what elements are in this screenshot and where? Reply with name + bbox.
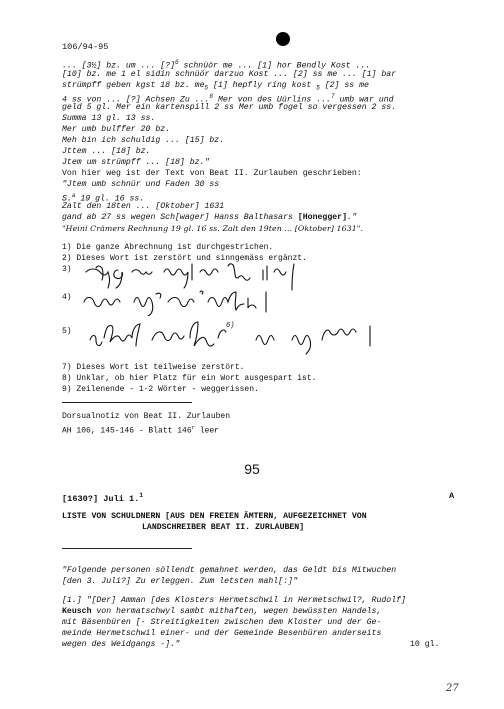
archive-reference: 106/94-95 [62, 42, 109, 52]
punch-hole-mark [276, 32, 290, 46]
line-text: ." [347, 213, 357, 222]
line-text: schnüör me ... [1] hor Bendly Kost ... [178, 61, 371, 71]
footnote-ref: 5 [316, 84, 320, 92]
line-text: 19 gl. 16 ss. [75, 194, 145, 204]
transcript-line: [1.] "[Der] Amman [des Klosters Hermetschwil in Hermetschwil?, Rudolf] [62, 596, 406, 605]
document-letter: A [449, 491, 455, 501]
line-text: [2] ss me [319, 81, 369, 90]
transcript-line [62, 213, 357, 223]
transcript-line: "Jtem umb schnür und Faden 30 ss [62, 180, 220, 189]
footnote-ref: 7 [330, 93, 335, 100]
footnote: 7) Dieses Wort ist teilweise zerstört. [62, 363, 245, 372]
line-text: S. [62, 194, 72, 204]
transcript-line: mit Bäsenbüren [- Streitigkeiten zwischen dem Kloster und der Ge- [62, 618, 382, 627]
footnote: 4) [62, 293, 72, 302]
footnote-marker: 6) [226, 322, 235, 330]
document-title: LISTE VON SCHULDNERN [AUS DEN FREIEN ÄMTERN, AUFGEZEICHNET VON [62, 512, 367, 521]
transcript-line-handwriting-style: "Heini Crämers Rechnung 19 gl. 16 ss. Zalt den 19ten ... [Oktober] 1631". [62, 224, 364, 233]
date-text: [1630?] Juli 1. [62, 493, 140, 504]
document-title: LANDSCHREIBER BEAT II. ZURLAUBEN] [142, 523, 305, 532]
footnote: 3) [62, 265, 72, 274]
footnote-ref: 8 [209, 93, 214, 100]
separator-line [62, 402, 192, 403]
handwriting-facsimile-5 [86, 318, 386, 356]
line-text: strümpff geben kgst 18 bz. me [62, 81, 205, 90]
line-text: [1] hepfly ring kost [208, 81, 317, 90]
superscript: a [71, 192, 76, 199]
name-bold: [Honegger] [297, 213, 347, 222]
transcript-line: Summa 13 gl. 13 ss. [62, 114, 156, 123]
footnote: 1) Die ganze Abrechnung ist durchgestrichen. [62, 243, 274, 252]
line-text: gand ab 27 ss wegen Sch[wager] Hanss Balthasars [62, 213, 293, 222]
section-number: 95 [244, 461, 260, 477]
line-text: umb war und [334, 95, 394, 105]
footnote: 5) [62, 327, 72, 336]
transcript-line: [den 3. Juli?] Zu erleggen. Zum letsten mahl[:]" [62, 577, 298, 586]
page-mark: 27 [446, 683, 459, 694]
footnote: 9) Zeilenende - 1-2 Wörter - weggerissen. [62, 385, 259, 394]
footnote-ref: 6 [175, 59, 179, 66]
line-text: ... [3½] bz. um ... [?] [62, 61, 176, 71]
footnote: 2) Dieses Wort ist zerstört und sinngemäss ergänzt. [62, 254, 307, 263]
transcript-line: Jttem ... [18] bz. [62, 147, 151, 156]
transcript-line: Jtem um strümpff ... [18] bz." [62, 158, 210, 167]
amount: 10 gl. [410, 640, 440, 649]
editorial-note: Von hier weg ist der Text von Beat II. Zurlauben geschrieben: [62, 169, 362, 178]
transcript-line [62, 607, 381, 617]
transcript-line: Meh bin ich schuldig ... [15] bz. [62, 136, 225, 145]
document-date [62, 491, 143, 504]
superscript: r [191, 424, 195, 431]
line-text: von hermatschwyl sambt mithaften, wegen bewüssten Handels, [91, 607, 382, 616]
archive-text: AH 106, 145-146 - Blatt 146 [62, 426, 192, 436]
footnote-ref: 1 [139, 492, 143, 499]
dorsual-note: Dorsualnotiz von Beat II. Zurlauben [62, 412, 231, 421]
archive-text: leer [194, 426, 219, 436]
line-text: Achsen Zu ... [140, 95, 210, 105]
name-bold: Keusch [62, 607, 92, 616]
footnote: 8) Unklar, ob hier Platz für ein Wort ausgespart ist. [62, 374, 317, 383]
transcript-line: Zalt den 18ten ... [Oktober] 1631 [62, 202, 225, 211]
transcript-line: "Folgende personen söllendt gemahnet werden, das Geldt bis Mitwuchen [62, 566, 397, 575]
separator-line [62, 548, 192, 549]
transcript-line: Mer umb bulffer 20 bz. [62, 125, 171, 134]
archive-location [62, 423, 219, 437]
handwriting-facsimile-4 [80, 286, 300, 316]
line-text: Mer von des Uürlins ... [213, 95, 331, 105]
transcript-line: meinde Hermetschwil einer- und der Gemeinde Besenbüren anderseits [62, 629, 382, 638]
transcript-line: [10] bz. me 1 el sidin schnüör darzuo Kost ... [2] ss me ... [1] bar [62, 70, 397, 79]
line-text: 4 ss von ... [?] [62, 95, 141, 105]
transcript-line: wegen des Weidgangs -]." [62, 640, 180, 649]
transcript-line: geld 5 gl. Mer ein kartenspill 2 ss Mer umb fogel so vergessen 2 ss. [62, 103, 397, 112]
footnote-ref: 5 [204, 84, 209, 92]
